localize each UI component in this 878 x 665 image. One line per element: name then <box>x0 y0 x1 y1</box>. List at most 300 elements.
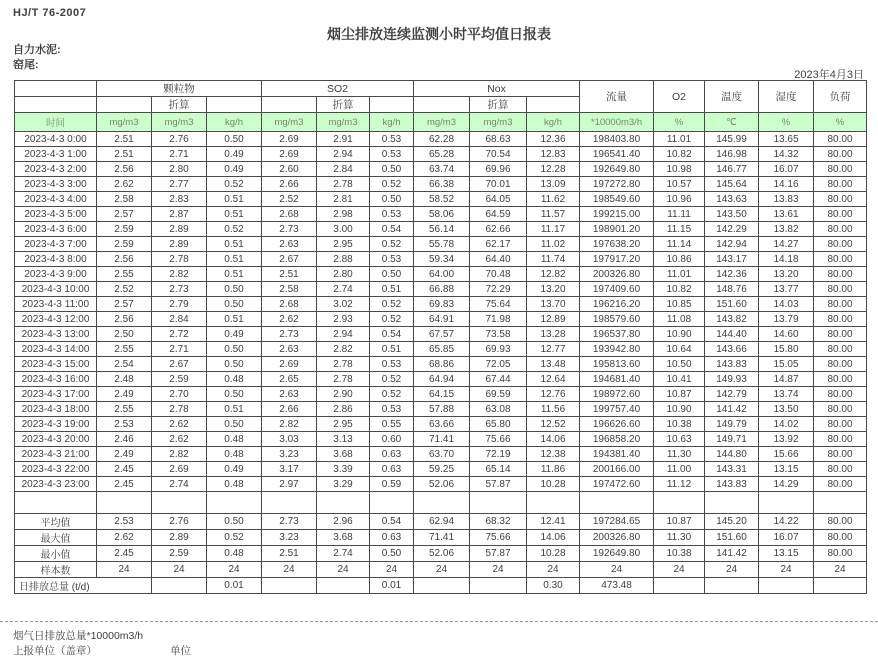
value-cell: 10.86 <box>654 252 705 267</box>
group-header-particulate: 颗粒物 <box>97 81 262 97</box>
hour-row <box>15 147 867 162</box>
spacer-cell <box>317 492 370 514</box>
value-cell: 80.00 <box>814 432 867 447</box>
value-cell: 3.02 <box>317 297 370 312</box>
value-cell: 0.50 <box>207 387 262 402</box>
value-cell: 2.69 <box>262 357 317 372</box>
spacer-cell <box>370 492 414 514</box>
value-cell: 197638.20 <box>580 237 654 252</box>
group-header-nox: Nox <box>414 81 580 97</box>
value-cell: 0.53 <box>370 207 414 222</box>
value-cell: 2.95 <box>317 237 370 252</box>
value-cell: 66.38 <box>414 177 470 192</box>
value-cell: 198403.80 <box>580 132 654 147</box>
time-cell: 2023-4-3 7:00 <box>15 237 97 252</box>
value-cell: 0.53 <box>370 402 414 417</box>
value-cell: 14.27 <box>759 237 814 252</box>
summary-value-cell: 2.89 <box>152 530 207 546</box>
value-cell: 10.90 <box>654 402 705 417</box>
spacer-cell <box>654 492 705 514</box>
value-cell: 13.50 <box>759 402 814 417</box>
value-cell: 0.53 <box>370 252 414 267</box>
value-cell: 11.17 <box>527 222 580 237</box>
summary-value-cell: 13.15 <box>759 546 814 562</box>
summary-value-cell: 24 <box>207 562 262 578</box>
value-cell: 75.64 <box>470 297 527 312</box>
value-cell: 15.05 <box>759 357 814 372</box>
value-cell: 2.58 <box>262 282 317 297</box>
time-cell: 2023-4-3 2:00 <box>15 162 97 177</box>
value-cell: 14.18 <box>759 252 814 267</box>
value-cell: 2.51 <box>97 132 152 147</box>
value-cell: 12.89 <box>527 312 580 327</box>
value-cell: 2.74 <box>152 477 207 492</box>
value-cell: 0.51 <box>207 312 262 327</box>
value-cell: 66.88 <box>414 282 470 297</box>
value-cell: 3.39 <box>317 462 370 477</box>
value-cell: 0.51 <box>207 192 262 207</box>
value-cell: 2.98 <box>317 207 370 222</box>
value-cell: 142.36 <box>705 267 759 282</box>
column-header-load: 负荷 <box>814 81 867 113</box>
value-cell: 52.06 <box>414 477 470 492</box>
value-cell: 151.60 <box>705 297 759 312</box>
value-cell: 0.50 <box>207 132 262 147</box>
unit-cell: % <box>654 113 705 132</box>
value-cell: 0.49 <box>207 162 262 177</box>
summary-value-cell: 12.41 <box>527 514 580 530</box>
value-cell: 80.00 <box>814 267 867 282</box>
value-cell: 148.76 <box>705 282 759 297</box>
value-cell: 55.78 <box>414 237 470 252</box>
value-cell: 63.08 <box>470 402 527 417</box>
value-cell: 2.73 <box>262 222 317 237</box>
value-cell: 2.48 <box>97 372 152 387</box>
header-row-groups <box>15 81 867 97</box>
value-cell: 12.28 <box>527 162 580 177</box>
value-cell: 80.00 <box>814 387 867 402</box>
summary-row <box>15 562 867 578</box>
value-cell: 2.67 <box>262 252 317 267</box>
value-cell: 12.76 <box>527 387 580 402</box>
value-cell: 14.87 <box>759 372 814 387</box>
value-cell: 16.07 <box>759 162 814 177</box>
value-cell: 15.66 <box>759 447 814 462</box>
value-cell: 2.74 <box>317 282 370 297</box>
value-cell: 3.23 <box>262 447 317 462</box>
value-cell: 0.49 <box>207 462 262 477</box>
value-cell: 2.82 <box>152 447 207 462</box>
daily-total-cell <box>152 578 207 594</box>
value-cell: 0.51 <box>207 402 262 417</box>
value-cell: 199215.00 <box>580 207 654 222</box>
unit-cell: % <box>759 113 814 132</box>
daily-total-cell <box>414 578 470 594</box>
header-row-units <box>15 113 867 132</box>
value-cell: 11.01 <box>654 132 705 147</box>
value-cell: 10.28 <box>527 477 580 492</box>
value-cell: 73.58 <box>470 327 527 342</box>
column-header-o2: O2 <box>654 81 705 113</box>
unit-cell: mg/m3 <box>470 113 527 132</box>
value-cell: 80.00 <box>814 177 867 192</box>
subheader-blank <box>527 97 580 113</box>
value-cell: 0.60 <box>370 432 414 447</box>
summary-value-cell: 2.59 <box>152 546 207 562</box>
value-cell: 2.50 <box>97 327 152 342</box>
value-cell: 59.25 <box>414 462 470 477</box>
value-cell: 2.51 <box>97 147 152 162</box>
value-cell: 0.59 <box>370 477 414 492</box>
value-cell: 65.14 <box>470 462 527 477</box>
value-cell: 0.51 <box>207 267 262 282</box>
value-cell: 80.00 <box>814 147 867 162</box>
value-cell: 2.63 <box>262 237 317 252</box>
value-cell: 2.58 <box>97 192 152 207</box>
value-cell: 14.29 <box>759 477 814 492</box>
value-cell: 62.66 <box>470 222 527 237</box>
summary-value-cell: 0.50 <box>207 514 262 530</box>
value-cell: 65.85 <box>414 342 470 357</box>
value-cell: 2.94 <box>317 327 370 342</box>
hour-row <box>15 417 867 432</box>
value-cell: 70.54 <box>470 147 527 162</box>
value-cell: 2.60 <box>262 162 317 177</box>
value-cell: 11.56 <box>527 402 580 417</box>
time-cell: 2023-4-3 14:00 <box>15 342 97 357</box>
value-cell: 10.63 <box>654 432 705 447</box>
hour-row <box>15 132 867 147</box>
value-cell: 3.29 <box>317 477 370 492</box>
summary-value-cell: 2.53 <box>97 514 152 530</box>
value-cell: 2.88 <box>317 252 370 267</box>
value-cell: 2.52 <box>262 192 317 207</box>
value-cell: 2.78 <box>152 402 207 417</box>
corner-cell-top <box>15 81 97 97</box>
value-cell: 63.66 <box>414 417 470 432</box>
summary-value-cell: 62.94 <box>414 514 470 530</box>
value-cell: 65.28 <box>414 147 470 162</box>
value-cell: 0.51 <box>370 342 414 357</box>
value-cell: 143.63 <box>705 192 759 207</box>
value-cell: 196216.20 <box>580 297 654 312</box>
unit-cell: % <box>814 113 867 132</box>
summary-value-cell: 2.74 <box>317 546 370 562</box>
spacer-cell <box>262 492 317 514</box>
summary-row <box>15 514 867 530</box>
value-cell: 10.38 <box>654 417 705 432</box>
value-cell: 2.56 <box>97 312 152 327</box>
value-cell: 2.45 <box>97 462 152 477</box>
value-cell: 80.00 <box>814 237 867 252</box>
hour-row <box>15 477 867 492</box>
value-cell: 143.83 <box>705 477 759 492</box>
value-cell: 0.51 <box>370 282 414 297</box>
value-cell: 2.63 <box>262 387 317 402</box>
daily-total-cell <box>705 578 759 594</box>
value-cell: 143.31 <box>705 462 759 477</box>
value-cell: 11.30 <box>654 447 705 462</box>
group-header-so2: SO2 <box>262 81 414 97</box>
time-cell: 2023-4-3 17:00 <box>15 387 97 402</box>
value-cell: 11.08 <box>654 312 705 327</box>
value-cell: 0.50 <box>207 357 262 372</box>
time-cell: 2023-4-3 22:00 <box>15 462 97 477</box>
hour-row <box>15 252 867 267</box>
summary-value-cell: 24 <box>527 562 580 578</box>
value-cell: 0.49 <box>207 327 262 342</box>
value-cell: 2.90 <box>317 387 370 402</box>
subheader-blank <box>414 97 470 113</box>
value-cell: 10.85 <box>654 297 705 312</box>
spacer-cell <box>814 492 867 514</box>
summary-value-cell: 24 <box>759 562 814 578</box>
unit-cell: ℃ <box>705 113 759 132</box>
value-cell: 69.83 <box>414 297 470 312</box>
unit-label: 单位 <box>170 645 191 657</box>
value-cell: 198579.60 <box>580 312 654 327</box>
value-cell: 2.55 <box>97 342 152 357</box>
value-cell: 2.81 <box>317 192 370 207</box>
subheader-converted-nox: 折算 <box>470 97 527 113</box>
daily-total-cell <box>470 578 527 594</box>
value-cell: 2.78 <box>152 252 207 267</box>
value-cell: 141.42 <box>705 402 759 417</box>
summary-value-cell: 24 <box>370 562 414 578</box>
value-cell: 14.06 <box>527 432 580 447</box>
daily-total-cell: 473.48 <box>580 578 654 594</box>
value-cell: 10.64 <box>654 342 705 357</box>
value-cell: 12.52 <box>527 417 580 432</box>
summary-value-cell: 10.28 <box>527 546 580 562</box>
summary-value-cell: 68.32 <box>470 514 527 530</box>
daily-total-cell: 0.30 <box>527 578 580 594</box>
value-cell: 192649.80 <box>580 162 654 177</box>
page-break-line <box>0 621 878 622</box>
time-cell: 2023-4-3 20:00 <box>15 432 97 447</box>
value-cell: 2.59 <box>97 237 152 252</box>
hour-row <box>15 402 867 417</box>
daily-total-cell <box>654 578 705 594</box>
value-cell: 13.82 <box>759 222 814 237</box>
value-cell: 56.14 <box>414 222 470 237</box>
hour-row <box>15 447 867 462</box>
value-cell: 75.66 <box>470 432 527 447</box>
value-cell: 2.57 <box>97 297 152 312</box>
value-cell: 11.86 <box>527 462 580 477</box>
summary-value-cell: 24 <box>470 562 527 578</box>
hour-row <box>15 462 867 477</box>
time-cell: 2023-4-3 16:00 <box>15 372 97 387</box>
value-cell: 2.97 <box>262 477 317 492</box>
value-cell: 2.79 <box>152 297 207 312</box>
value-cell: 0.48 <box>207 372 262 387</box>
value-cell: 0.52 <box>207 222 262 237</box>
hour-row <box>15 372 867 387</box>
value-cell: 2.56 <box>97 162 152 177</box>
value-cell: 146.98 <box>705 147 759 162</box>
value-cell: 0.52 <box>370 237 414 252</box>
value-cell: 198901.20 <box>580 222 654 237</box>
value-cell: 2.80 <box>152 162 207 177</box>
summary-value-cell: 192649.80 <box>580 546 654 562</box>
value-cell: 80.00 <box>814 477 867 492</box>
value-cell: 62.17 <box>470 237 527 252</box>
daily-total-label: 日排放总量 (t/d) <box>15 578 152 594</box>
summary-value-cell: 3.68 <box>317 530 370 546</box>
value-cell: 58.52 <box>414 192 470 207</box>
value-cell: 13.79 <box>759 312 814 327</box>
column-header-temperature: 温度 <box>705 81 759 113</box>
value-cell: 10.57 <box>654 177 705 192</box>
value-cell: 2.69 <box>152 462 207 477</box>
value-cell: 196858.20 <box>580 432 654 447</box>
value-cell: 12.82 <box>527 267 580 282</box>
value-cell: 196537.80 <box>580 327 654 342</box>
value-cell: 80.00 <box>814 207 867 222</box>
spacer-cell <box>705 492 759 514</box>
summary-value-cell: 24 <box>262 562 317 578</box>
value-cell: 145.99 <box>705 132 759 147</box>
value-cell: 2.55 <box>97 267 152 282</box>
summary-value-cell: 24 <box>317 562 370 578</box>
value-cell: 57.88 <box>414 402 470 417</box>
column-header-humidity: 湿度 <box>759 81 814 113</box>
value-cell: 11.57 <box>527 207 580 222</box>
value-cell: 2.62 <box>97 177 152 192</box>
summary-value-cell: 14.22 <box>759 514 814 530</box>
value-cell: 71.41 <box>414 432 470 447</box>
value-cell: 2.63 <box>262 342 317 357</box>
value-cell: 2.62 <box>152 432 207 447</box>
value-cell: 0.53 <box>370 357 414 372</box>
value-cell: 195813.60 <box>580 357 654 372</box>
summary-value-cell: 200326.80 <box>580 530 654 546</box>
value-cell: 11.15 <box>654 222 705 237</box>
summary-row <box>15 546 867 562</box>
value-cell: 12.38 <box>527 447 580 462</box>
value-cell: 13.74 <box>759 387 814 402</box>
value-cell: 2.68 <box>262 207 317 222</box>
value-cell: 149.79 <box>705 417 759 432</box>
unit-cell: mg/m3 <box>414 113 470 132</box>
hour-row <box>15 267 867 282</box>
value-cell: 64.15 <box>414 387 470 402</box>
value-cell: 11.02 <box>527 237 580 252</box>
time-cell: 2023-4-3 3:00 <box>15 177 97 192</box>
value-cell: 2.49 <box>97 387 152 402</box>
value-cell: 80.00 <box>814 372 867 387</box>
value-cell: 69.93 <box>470 342 527 357</box>
summary-value-cell: 24 <box>97 562 152 578</box>
unit-cell: mg/m3 <box>317 113 370 132</box>
value-cell: 64.94 <box>414 372 470 387</box>
value-cell: 0.50 <box>370 162 414 177</box>
summary-value-cell: 80.00 <box>814 530 867 546</box>
value-cell: 2.91 <box>317 132 370 147</box>
value-cell: 197409.60 <box>580 282 654 297</box>
daily-total-cell <box>814 578 867 594</box>
value-cell: 13.92 <box>759 432 814 447</box>
summary-value-cell: 2.45 <box>97 546 152 562</box>
value-cell: 2.89 <box>152 237 207 252</box>
subheader-blank <box>370 97 414 113</box>
value-cell: 3.68 <box>317 447 370 462</box>
value-cell: 13.20 <box>527 282 580 297</box>
value-cell: 13.15 <box>759 462 814 477</box>
summary-value-cell: 14.06 <box>527 530 580 546</box>
hour-row <box>15 357 867 372</box>
daily-total-cell: 0.01 <box>207 578 262 594</box>
monitoring-report-table <box>14 80 867 594</box>
value-cell: 0.52 <box>370 387 414 402</box>
value-cell: 3.13 <box>317 432 370 447</box>
time-cell: 2023-4-3 12:00 <box>15 312 97 327</box>
value-cell: 2.78 <box>317 177 370 192</box>
spacer-row <box>15 492 867 514</box>
report-date: 2023年4月3日 <box>794 69 864 81</box>
time-cell: 2023-4-3 19:00 <box>15 417 97 432</box>
spacer-cell <box>414 492 470 514</box>
value-cell: 2.82 <box>262 417 317 432</box>
value-cell: 11.74 <box>527 252 580 267</box>
unit-cell: kg/h <box>527 113 580 132</box>
value-cell: 2.69 <box>262 132 317 147</box>
time-cell: 2023-4-3 15:00 <box>15 357 97 372</box>
page-title: 烟尘排放连续监测小时平均值日报表 <box>327 26 551 42</box>
value-cell: 13.28 <box>527 327 580 342</box>
value-cell: 3.17 <box>262 462 317 477</box>
summary-value-cell: 71.41 <box>414 530 470 546</box>
summary-label: 最小值 <box>15 546 97 562</box>
value-cell: 2.59 <box>97 222 152 237</box>
value-cell: 80.00 <box>814 417 867 432</box>
summary-label: 平均值 <box>15 514 97 530</box>
time-cell: 2023-4-3 11:00 <box>15 297 97 312</box>
hour-row <box>15 312 867 327</box>
subheader-blank <box>207 97 262 113</box>
unit-cell: mg/m3 <box>97 113 152 132</box>
daily-total-row <box>15 578 867 594</box>
summary-value-cell: 52.06 <box>414 546 470 562</box>
value-cell: 70.48 <box>470 267 527 282</box>
value-cell: 0.48 <box>207 447 262 462</box>
summary-value-cell: 3.23 <box>262 530 317 546</box>
summary-value-cell: 10.87 <box>654 514 705 530</box>
value-cell: 2.46 <box>97 432 152 447</box>
site-name: 窑尾: <box>13 59 39 71</box>
unit-cell: mg/m3 <box>262 113 317 132</box>
value-cell: 143.82 <box>705 312 759 327</box>
value-cell: 0.52 <box>370 312 414 327</box>
value-cell: 0.51 <box>207 237 262 252</box>
value-cell: 142.29 <box>705 222 759 237</box>
value-cell: 12.64 <box>527 372 580 387</box>
value-cell: 0.50 <box>207 282 262 297</box>
value-cell: 10.82 <box>654 147 705 162</box>
unit-cell: kg/h <box>370 113 414 132</box>
value-cell: 2.62 <box>262 312 317 327</box>
value-cell: 0.48 <box>207 432 262 447</box>
value-cell: 2.56 <box>97 252 152 267</box>
value-cell: 0.63 <box>370 447 414 462</box>
flow-total-note: 烟气日排放总量*10000m3/h <box>13 630 144 642</box>
value-cell: 13.70 <box>527 297 580 312</box>
spacer-cell <box>97 492 152 514</box>
summary-value-cell: 141.42 <box>705 546 759 562</box>
subheader-converted-so2: 折算 <box>317 97 370 113</box>
value-cell: 57.87 <box>470 477 527 492</box>
